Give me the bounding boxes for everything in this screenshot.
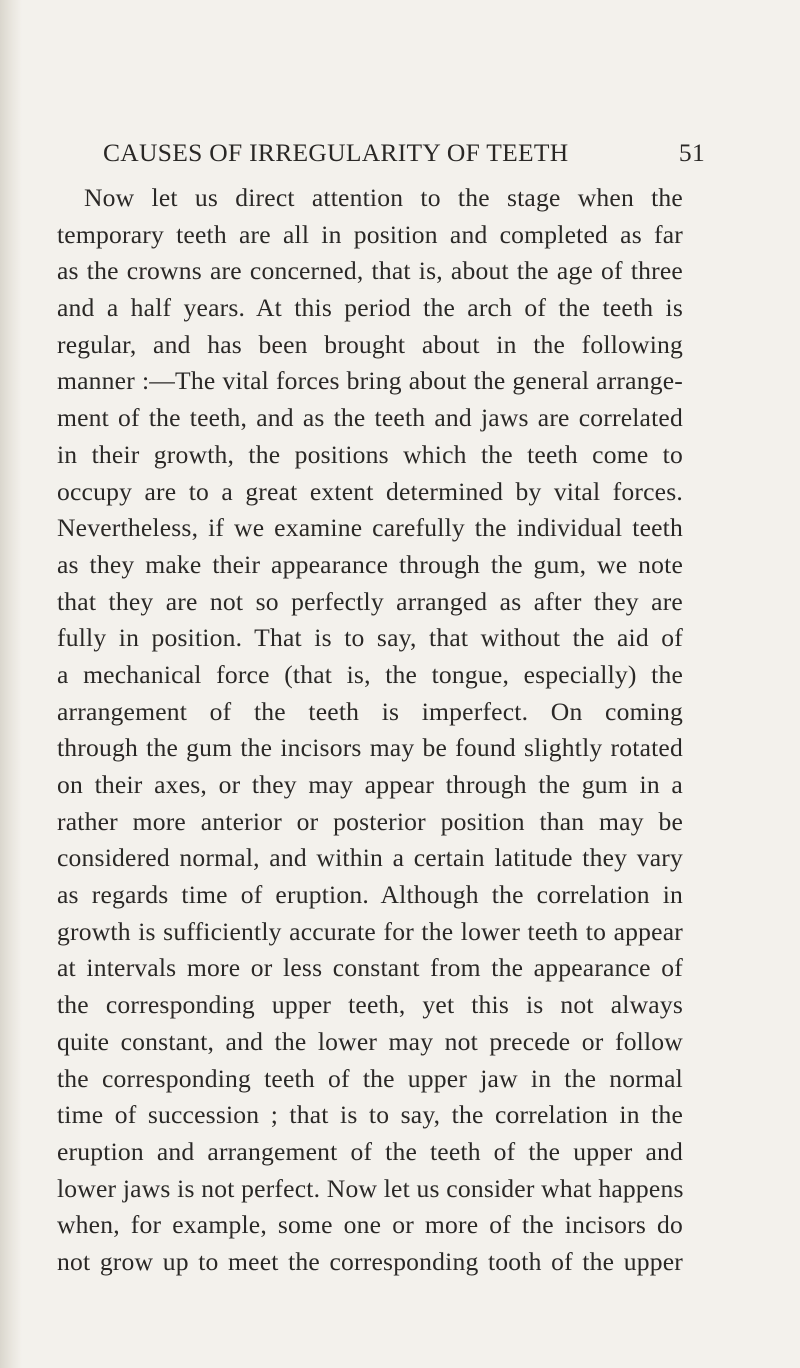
text-line: Nevertheless, if we examine carefully the individual teeth [57, 513, 683, 543]
text-line: and a half years. At this period the arch of the teeth is [57, 293, 683, 323]
text-line: as the crowns are concerned, that is, about the age of three [57, 256, 683, 286]
text-line: lower jaws is not perfect. Now let us consider what happens [57, 1173, 684, 1203]
text-line: a mechanical force (that is, the tongue, especially) the [57, 659, 683, 689]
page-gutter-shadow [0, 0, 22, 1368]
text-line: as they make their appearance through the gum, we note [57, 549, 683, 579]
text-line: regular, and has been brought about in the following [57, 329, 683, 359]
text-line: that they are not so perfectly arranged as after they are [57, 586, 683, 616]
text-line: fully in position. That is to say, that without the aid of [57, 623, 683, 653]
text-line: eruption and arrangement of the teeth of the upper and [57, 1136, 683, 1166]
page-number: 51 [678, 138, 705, 167]
text-line: ment of the teeth, and as the teeth and jaws are correlated [57, 403, 683, 433]
text-line: at intervals more or less constant from the appearance of [57, 953, 683, 983]
text-line: not grow up to meet the corresponding tooth of the upper [57, 1246, 683, 1276]
text-line: growth is sufficiently accurate for the lower teeth to appear [57, 916, 683, 946]
text-line: in their growth, the positions which the teeth come to [57, 439, 683, 469]
text-line: time of succession ; that is to say, the correlation in the [57, 1100, 683, 1130]
text-line: quite constant, and the lower may not precede or follow [57, 1026, 683, 1056]
running-header [103, 138, 705, 178]
text-line: Now let us direct attention to the stage when the [84, 183, 683, 212]
text-line: on their axes, or they may appear through the gum in a [57, 770, 683, 799]
text-line: rather more anterior or posterior position than may be [57, 806, 683, 836]
text-line: occupy are to a great extent determined by vital forces. [57, 476, 683, 506]
text-line: as regards time of eruption. Although the correlation in [57, 880, 683, 910]
text-line: manner :—The vital forces bring about the general arrange- [57, 366, 683, 396]
text-line: arrangement of the teeth is imperfect. On coming [57, 696, 683, 726]
text-line: considered normal, and within a certain latitude they vary [57, 843, 683, 873]
running-title: CAUSES OF IRREGULARITY OF TEETH [103, 138, 569, 167]
text-line: temporary teeth are all in position and completed as far [57, 219, 683, 249]
text-line: the corresponding upper teeth, yet this is not always [57, 990, 683, 1020]
body-paragraph [57, 180, 683, 1281]
text-line: the corresponding teeth of the upper jaw in the normal [57, 1063, 683, 1093]
text-line: when, for example, some one or more of the incisors do [57, 1210, 683, 1240]
text-line: through the gum the incisors may be found slightly rotated [57, 733, 683, 763]
